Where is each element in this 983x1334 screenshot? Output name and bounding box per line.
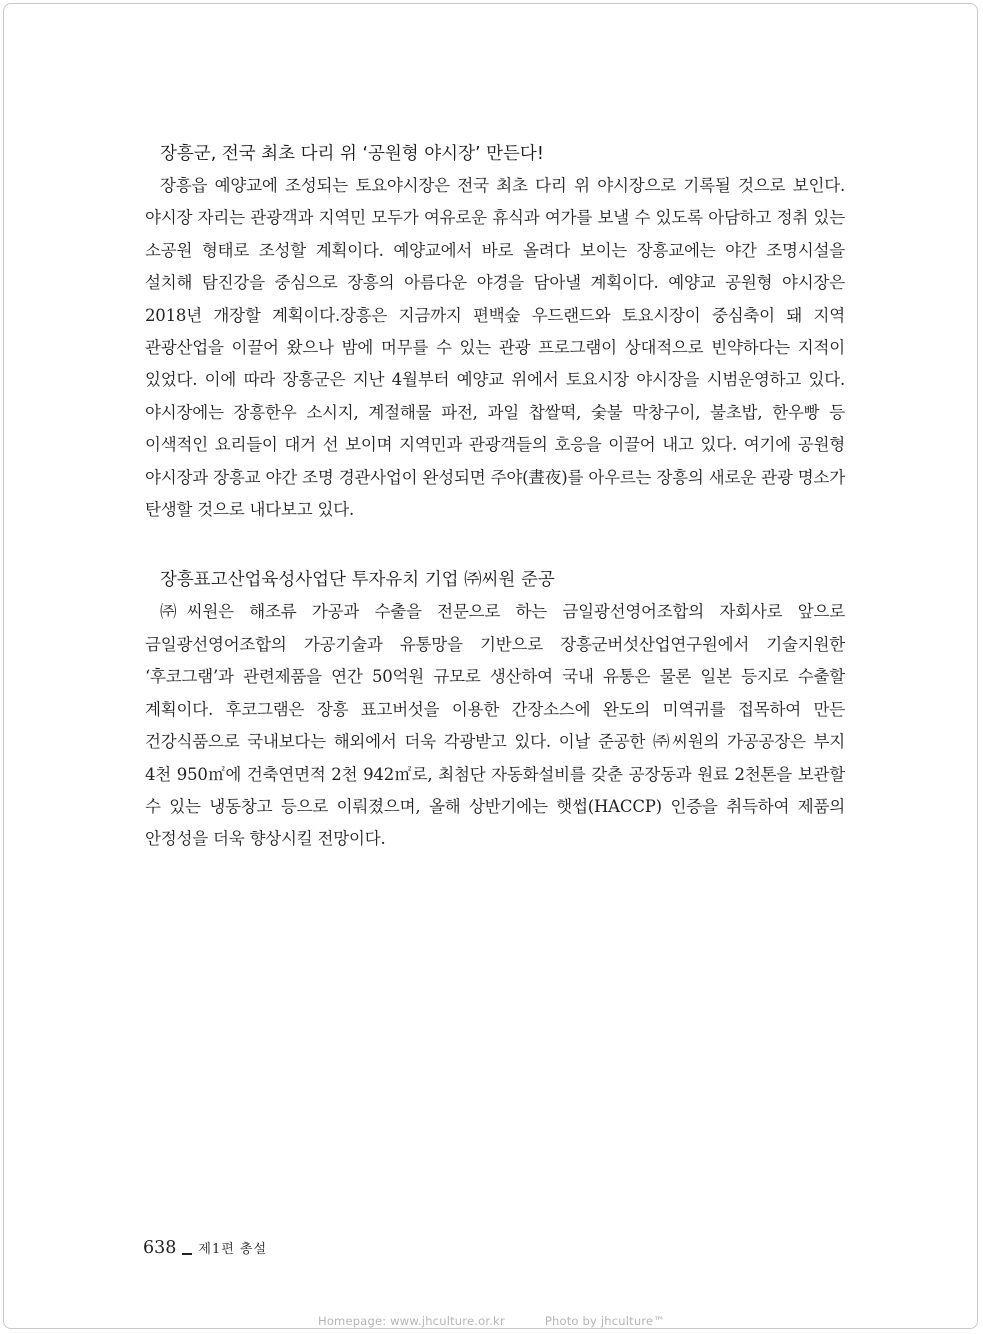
section-label: 제1편 총설 — [198, 1242, 268, 1257]
section-night-market — [145, 138, 845, 526]
credit-line — [0, 1314, 983, 1328]
homepage-credit: Homepage: www.jhculture.or.kr — [317, 1314, 505, 1328]
photo-credit: Photo by jhculture™ — [544, 1314, 666, 1328]
section-heading: 장흥표고산업육성사업단 투자유치 기업 ㈜씨원 준공 — [160, 570, 555, 591]
section-body: 장흥읍 예양교에 조성되는 토요야시장은 전국 최초 다리 위 야시장으로 기록될 것으로 보인다. 야시장 자리는 관광객과 지역민 모두가 여유로운 휴식과 여가를 보낼 수 있도록 아담하고 정취 있는 소공원 형태로 조성할 계획이다. 예양교에서 바로 올려다 보이는 장흥교에는 야간 조명시설을 설치해 탐진강을 중심으로 장흥의 아름다운 야경을 담아낼 계획이다. 예양교 공원형 야시장은 2018년 개장할 계획이다.장흥은 지금까지 편백숲 우드랜드와 토요시장이 중심축이 돼 지역 관광산업을 이끌어 왔으나 밤에 머무를 수 있는 관광 프로그램이 상대적으로 빈약하다는 지적이 있었다. 이에 따라 장흥군은 지난 4월부터 예양교 위에서 토요시장 야시장을 시범운영하고 있다. 야시장에는 장흥한우 소시지, 계절해물 파전, 과일 찹쌀떡, 숯불 막창구이, 불초밥, 한우빵 등 이색적인 요리들이 대거 선 보이며 지역민과 관광객들의 호응을 이끌어 내고 있다. 여기에 공원형 야시장과 장흥교 야간 조명 경관사업이 완성되면 주야(晝夜)를 아우르는 장흥의 새로운 관광 명소가 탄생할 것으로 내다보고 있다. — [145, 176, 845, 520]
section-seawon — [145, 564, 845, 855]
section-heading: 장흥군, 전국 최초 다리 위 ‘공원형 야시장’ 만든다! — [160, 144, 544, 164]
page-separator — [182, 1253, 192, 1255]
section-body: ㈜씨원은 해조류 가공과 수출을 전문으로 하는 금일광선영어조합의 자회사로 앞으로 금일광선영어조합의 가공기술과 유통망을 기반으로 장흥군버섯산업연구원에서 기술지원한 ‘후코그램’과 관련제품을 연간 50억원 규모로 생산하여 국내 유통은 물론 일본 등지로 수출할 계획이다. 후코그램은 장흥 표고버섯을 이용한 간장소스에 완도의 미역귀를 접목하여 만든 건강식품으로 국내보다는 해외에서 더욱 각광받고 있다. 이날 준공한 ㈜씨원의 가공공장은 부지 4천 950㎡에 건축연면적 2천 942㎡로, 최첨단 자동화설비를 갖춘 공장동과 원료 2천톤을 보관할 수 있는 냉동창고 등으로 이뤄졌으며, 올해 상반기에는 햇썹(HACCP) 인증을 취득하여 제품의 안정성을 더욱 향상시킬 전망이다. — [145, 602, 845, 849]
page-footer — [143, 1238, 267, 1258]
article-content — [145, 138, 845, 856]
page-number: 638 — [143, 1238, 177, 1258]
